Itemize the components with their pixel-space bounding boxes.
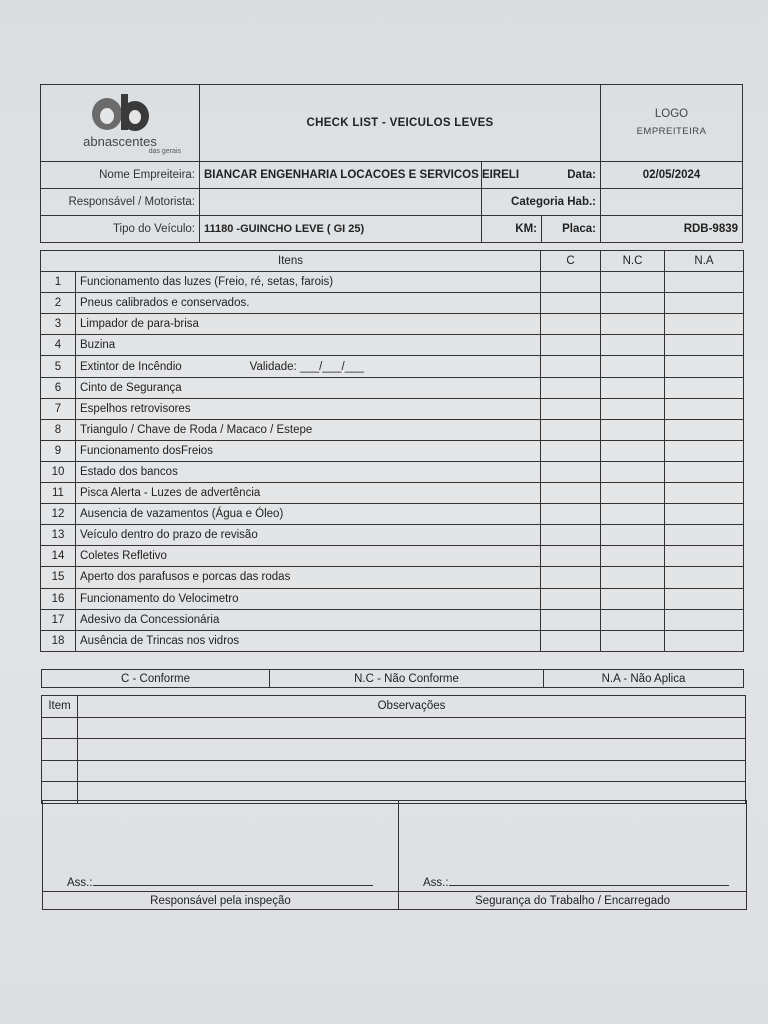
obs-text-cell[interactable] bbox=[78, 717, 746, 739]
item-number: 7 bbox=[41, 398, 76, 419]
check-cell-nc[interactable] bbox=[601, 377, 665, 398]
item-text bbox=[76, 461, 541, 482]
tipo-veiculo-label: Tipo do Veículo: bbox=[41, 216, 200, 243]
item-row bbox=[41, 504, 744, 525]
item-text bbox=[76, 377, 541, 398]
logo-text: abnascentes bbox=[83, 133, 157, 149]
nome-empreiteira-label: Nome Empreiteira: bbox=[41, 162, 200, 189]
item-number: 3 bbox=[41, 314, 76, 335]
ass-label: Ass.: bbox=[67, 877, 93, 889]
check-cell-nc[interactable] bbox=[601, 609, 665, 630]
check-cell-na[interactable] bbox=[665, 335, 744, 356]
item-number: 8 bbox=[41, 419, 76, 440]
item-number: 10 bbox=[41, 461, 76, 482]
item-text bbox=[76, 419, 541, 440]
check-cell-c[interactable] bbox=[541, 314, 601, 335]
item-label: Coletes Refletivo bbox=[80, 550, 167, 563]
item-text bbox=[76, 567, 541, 588]
col-header-na: N.A bbox=[665, 251, 744, 272]
item-number: 9 bbox=[41, 440, 76, 461]
check-cell-nc[interactable] bbox=[601, 272, 665, 293]
item-number: 17 bbox=[41, 609, 76, 630]
col-header-nc: N.C bbox=[601, 251, 665, 272]
item-number: 6 bbox=[41, 377, 76, 398]
check-cell-c[interactable] bbox=[541, 609, 601, 630]
item-number: 12 bbox=[41, 504, 76, 525]
item-row bbox=[41, 609, 744, 630]
signature-line bbox=[449, 875, 729, 886]
responsavel-value bbox=[200, 189, 482, 216]
check-cell-nc[interactable] bbox=[601, 630, 665, 651]
ass-label: Ass.: bbox=[423, 877, 449, 889]
check-cell-c[interactable] bbox=[541, 461, 601, 482]
item-label: Ausência de Trincas nos vidros bbox=[80, 634, 240, 647]
item-number: 1 bbox=[41, 272, 76, 293]
item-text bbox=[76, 398, 541, 419]
check-cell-c[interactable] bbox=[541, 546, 601, 567]
logo-label: LOGO bbox=[654, 108, 689, 120]
item-number: 2 bbox=[41, 293, 76, 314]
placa-label: Placa: bbox=[542, 216, 601, 243]
item-text bbox=[76, 630, 541, 651]
obs-text-cell[interactable] bbox=[78, 739, 746, 761]
item-label: Ausencia de vazamentos (Água e Óleo) bbox=[80, 508, 284, 521]
legend-nao-aplica: N.A - Não Aplica bbox=[544, 670, 744, 688]
observations-table bbox=[41, 695, 746, 804]
item-text bbox=[76, 272, 541, 293]
check-cell-c[interactable] bbox=[541, 440, 601, 461]
item-number: 13 bbox=[41, 525, 76, 546]
item-row bbox=[41, 419, 744, 440]
obs-text-cell[interactable] bbox=[78, 760, 746, 782]
item-label: Triangulo / Chave de Roda / Macaco / Estepe bbox=[80, 423, 313, 436]
obs-item-cell[interactable] bbox=[42, 717, 78, 739]
item-text bbox=[76, 609, 541, 630]
check-cell-nc[interactable] bbox=[601, 483, 665, 504]
col-header-c: C bbox=[541, 251, 601, 272]
check-cell-na[interactable] bbox=[665, 504, 744, 525]
check-cell-nc[interactable] bbox=[601, 356, 665, 377]
item-text bbox=[76, 440, 541, 461]
item-row bbox=[41, 335, 744, 356]
item-row bbox=[41, 398, 744, 419]
tipo-veiculo-value: 11180 -GUINCHO LEVE ( GI 25) bbox=[200, 216, 482, 243]
check-cell-na[interactable] bbox=[665, 525, 744, 546]
item-number: 18 bbox=[41, 630, 76, 651]
check-cell-nc[interactable] bbox=[601, 419, 665, 440]
check-cell-nc[interactable] bbox=[601, 314, 665, 335]
safety-signature-area[interactable] bbox=[399, 801, 747, 892]
item-label: Limpador de para-brisa bbox=[80, 318, 199, 331]
check-cell-na[interactable] bbox=[665, 419, 744, 440]
item-number: 5 bbox=[41, 356, 76, 377]
inspector-signature-area[interactable] bbox=[43, 801, 399, 892]
inspector-caption: Responsável pela inspeção bbox=[43, 892, 399, 910]
check-cell-na[interactable] bbox=[665, 546, 744, 567]
check-cell-na[interactable] bbox=[665, 609, 744, 630]
item-row bbox=[41, 461, 744, 482]
item-text bbox=[76, 314, 541, 335]
check-cell-nc[interactable] bbox=[601, 335, 665, 356]
categoria-label: Categoria Hab.: bbox=[482, 189, 601, 216]
check-cell-na[interactable] bbox=[665, 356, 744, 377]
check-cell-nc[interactable] bbox=[601, 461, 665, 482]
check-cell-nc[interactable] bbox=[601, 504, 665, 525]
check-cell-c[interactable] bbox=[541, 272, 601, 293]
check-cell-na[interactable] bbox=[665, 398, 744, 419]
check-cell-nc[interactable] bbox=[601, 525, 665, 546]
legend-conforme: C - Conforme bbox=[42, 670, 270, 688]
data-value: 02/05/2024 bbox=[601, 162, 743, 189]
item-text bbox=[76, 335, 541, 356]
obs-item-header: Item bbox=[42, 696, 78, 718]
item-number: 14 bbox=[41, 546, 76, 567]
check-cell-na[interactable] bbox=[665, 567, 744, 588]
check-cell-c[interactable] bbox=[541, 630, 601, 651]
item-label: Aperto dos parafusos e porcas das rodas bbox=[80, 571, 291, 584]
abn-logo-icon bbox=[85, 92, 155, 136]
company-logo bbox=[41, 85, 200, 162]
check-cell-na[interactable] bbox=[665, 377, 744, 398]
page-title: CHECK LIST - VEICULOS LEVES bbox=[200, 85, 601, 162]
item-text bbox=[76, 293, 541, 314]
check-cell-c[interactable] bbox=[541, 377, 601, 398]
items-table bbox=[40, 250, 744, 652]
item-text bbox=[76, 588, 541, 609]
check-cell-c[interactable] bbox=[541, 588, 601, 609]
check-cell-nc[interactable] bbox=[601, 588, 665, 609]
item-number: 15 bbox=[41, 567, 76, 588]
item-number: 11 bbox=[41, 483, 76, 504]
item-row bbox=[41, 630, 744, 651]
item-row bbox=[41, 440, 744, 461]
item-number: 4 bbox=[41, 335, 76, 356]
check-cell-c[interactable] bbox=[541, 356, 601, 377]
item-row bbox=[41, 272, 744, 293]
check-cell-na[interactable] bbox=[665, 272, 744, 293]
check-cell-nc[interactable] bbox=[601, 293, 665, 314]
check-cell-na[interactable] bbox=[665, 440, 744, 461]
data-label: Data: bbox=[482, 162, 601, 189]
item-number: 16 bbox=[41, 588, 76, 609]
obs-item-cell[interactable] bbox=[42, 760, 78, 782]
item-row bbox=[41, 483, 744, 504]
item-row bbox=[41, 567, 744, 588]
check-cell-na[interactable] bbox=[665, 483, 744, 504]
item-label: Extintor de Incêndio bbox=[80, 360, 182, 373]
check-cell-c[interactable] bbox=[541, 398, 601, 419]
header-table bbox=[40, 84, 743, 243]
item-label: Funcionamento das luzes (Freio, ré, setas, farois) bbox=[80, 276, 334, 289]
check-cell-c[interactable] bbox=[541, 335, 601, 356]
item-text bbox=[76, 525, 541, 546]
col-header-itens: Itens bbox=[41, 251, 541, 272]
check-cell-c[interactable] bbox=[541, 504, 601, 525]
item-row bbox=[41, 314, 744, 335]
check-cell-na[interactable] bbox=[665, 461, 744, 482]
item-row bbox=[41, 525, 744, 546]
check-cell-c[interactable] bbox=[541, 483, 601, 504]
responsavel-label: Responsável / Motorista: bbox=[41, 189, 200, 216]
logo-sub-label: EMPREITEIRA bbox=[636, 126, 707, 137]
item-label: Pneus calibrados e conservados. bbox=[80, 297, 250, 310]
item-label: Estado dos bancos bbox=[80, 465, 178, 478]
item-label: Adesivo da Concessionária bbox=[80, 613, 220, 626]
item-label: Funcionamento do Velocimetro bbox=[80, 592, 239, 605]
check-cell-nc[interactable] bbox=[601, 440, 665, 461]
item-text bbox=[76, 483, 541, 504]
item-label: Pisca Alerta - Luzes de advertência bbox=[80, 487, 261, 500]
item-text bbox=[76, 504, 541, 525]
check-cell-na[interactable] bbox=[665, 630, 744, 651]
legend-table bbox=[41, 669, 744, 688]
check-cell-c[interactable] bbox=[541, 419, 601, 440]
placa-value: RDB-9839 bbox=[601, 216, 743, 243]
signature-table bbox=[42, 800, 747, 910]
logo-empreiteira bbox=[601, 85, 743, 162]
check-cell-na[interactable] bbox=[665, 588, 744, 609]
nome-empreiteira-value: BIANCAR ENGENHARIA LOCACOES E SERVICOS EIRELI bbox=[200, 162, 482, 189]
item-label: Funcionamento dosFreios bbox=[80, 444, 213, 457]
item-label: Buzina bbox=[80, 339, 116, 352]
check-cell-c[interactable] bbox=[541, 293, 601, 314]
item-row bbox=[41, 588, 744, 609]
item-text bbox=[76, 356, 541, 377]
signature-line bbox=[93, 875, 373, 886]
categoria-value bbox=[601, 189, 743, 216]
item-text bbox=[76, 546, 541, 567]
item-row bbox=[41, 293, 744, 314]
validade-label: Validade: ___/___/___ bbox=[249, 360, 364, 373]
obs-item-cell[interactable] bbox=[42, 739, 78, 761]
legend-nao-conforme: N.C - Não Conforme bbox=[270, 670, 544, 688]
check-cell-na[interactable] bbox=[665, 314, 744, 335]
check-cell-nc[interactable] bbox=[601, 567, 665, 588]
item-label: Espelhos retrovisores bbox=[80, 402, 191, 415]
km-label: KM: bbox=[482, 216, 542, 243]
item-row bbox=[41, 377, 744, 398]
item-row bbox=[41, 356, 744, 377]
item-label: Cinto de Segurança bbox=[80, 381, 182, 394]
obs-header: Observações bbox=[78, 696, 746, 718]
check-cell-nc[interactable] bbox=[601, 546, 665, 567]
safety-caption: Segurança do Trabalho / Encarregado bbox=[399, 892, 747, 910]
logo-subtext: das gerais bbox=[148, 147, 181, 155]
item-label: Veículo dentro do prazo de revisão bbox=[80, 529, 258, 542]
check-cell-c[interactable] bbox=[541, 525, 601, 546]
check-cell-c[interactable] bbox=[541, 567, 601, 588]
check-cell-na[interactable] bbox=[665, 293, 744, 314]
check-cell-nc[interactable] bbox=[601, 398, 665, 419]
item-row bbox=[41, 546, 744, 567]
